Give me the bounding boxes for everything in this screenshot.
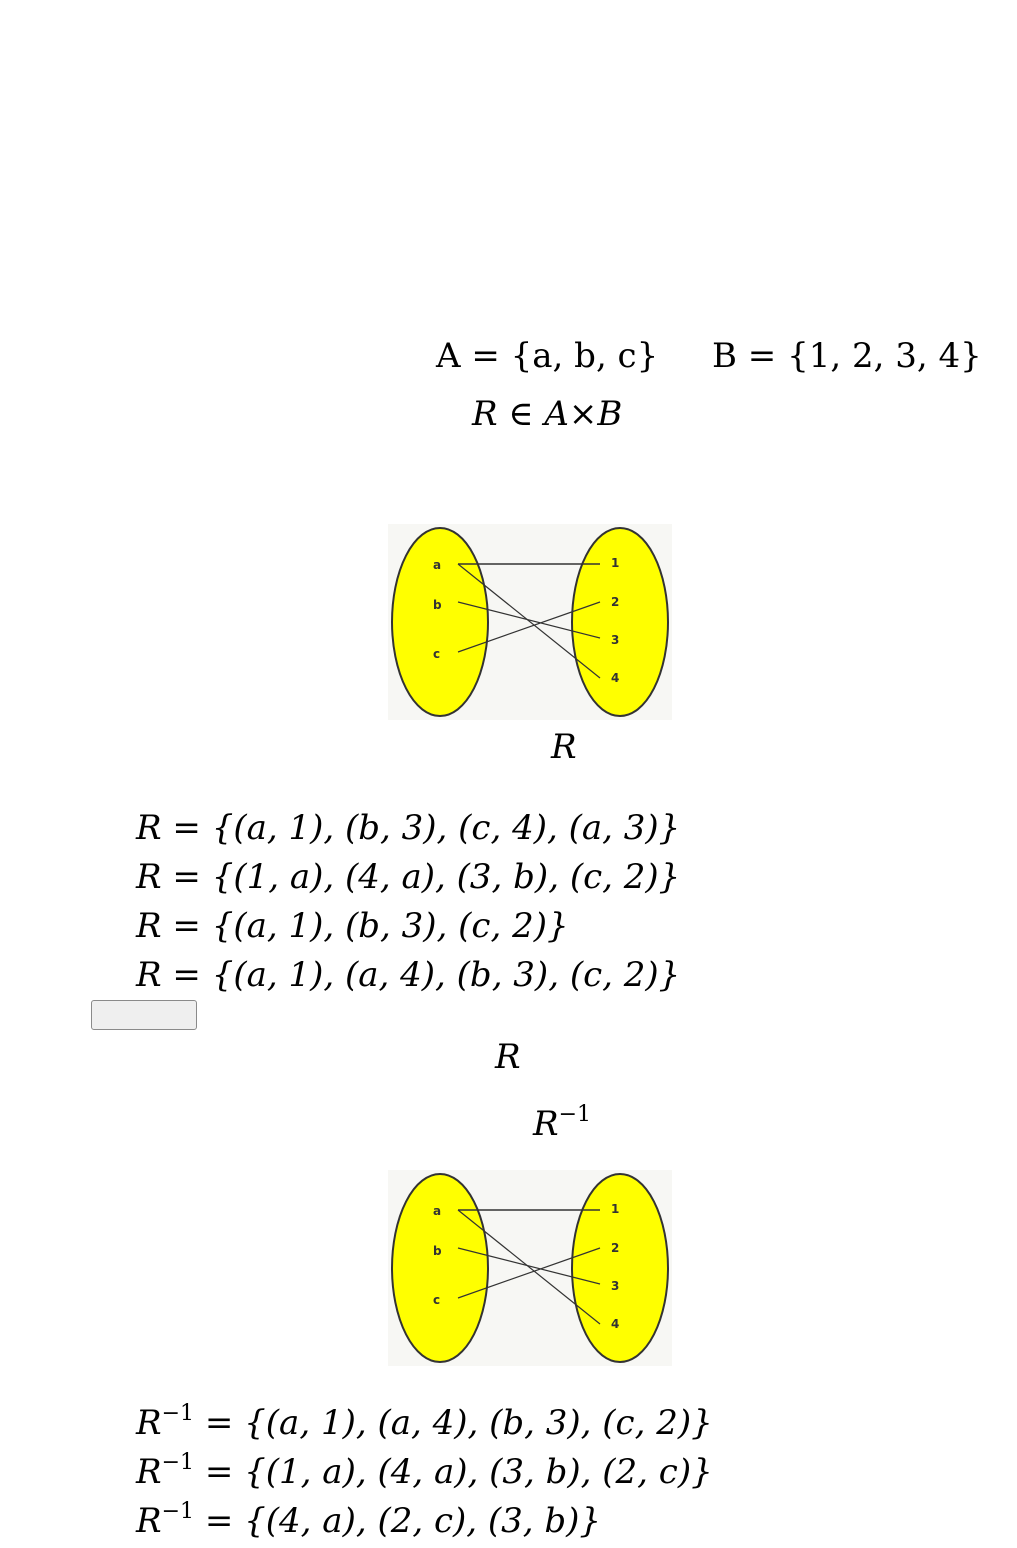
option-r-inverse-2-rhs: = {(1, a), (4, a), (3, b), (2, c)} [204,1452,713,1492]
domain-label-b: b [433,598,442,612]
codomain-ellipse [572,528,668,716]
domain-ellipse [392,1174,488,1362]
option-r-2 [136,857,680,897]
codomain-label-1: 1 [611,556,620,570]
r-inverse-base: R [533,1104,559,1144]
option-r-4 [136,955,680,995]
r-inverse-sup: −1 [558,1102,592,1127]
relation-diagram-svg [388,524,672,720]
codomain-label-4: 4 [611,671,620,685]
r-inverse-label [533,1095,591,1144]
set-a-text: A = {a, b, c} [436,336,659,376]
domain-label-c: c [433,1293,441,1307]
option-r-3 [136,906,569,946]
inverse-diagram [388,1170,672,1366]
codomain-label-2: 2 [611,1241,620,1255]
r-label [495,1037,521,1077]
domain-label-a: a [433,558,442,572]
option-r-3-text: R = {(a, 1), (b, 3), (c, 2)} [136,906,569,946]
option-r-inverse-1 [136,1394,713,1443]
option-r-4-text: R = {(a, 1), (a, 4), (b, 3), (c, 2)} [136,955,681,995]
domain-ellipse [392,528,488,716]
relation-definition-text: R ∈ A×B [472,394,623,434]
option-r-inverse-1-lhs: R [136,1403,162,1443]
domain-label-b: b [433,1244,442,1258]
option-r-inverse-1-sup: −1 [161,1401,195,1426]
codomain-label-3: 3 [611,1279,620,1293]
option-r-2-text: R = {(1, a), (4, a), (3, b), (c, 2)} [136,857,681,897]
diagram-caption-text: R [551,727,577,767]
inverse-diagram-svg [388,1170,672,1366]
relation-diagram [388,524,672,720]
domain-label-c: c [433,647,441,661]
option-r-1 [136,808,680,848]
option-r-inverse-3 [136,1492,601,1541]
set-b-text: B = {1, 2, 3, 4} [712,336,982,376]
option-r-inverse-2-sup: −1 [161,1450,195,1475]
answer-input[interactable] [91,1000,197,1030]
option-r-inverse-2-lhs: R [136,1452,162,1492]
option-r-inverse-3-sup: −1 [161,1499,195,1524]
diagram-caption [551,727,577,767]
set-b-definition [712,336,982,376]
relation-definition [472,394,622,434]
option-r-inverse-1-rhs: = {(a, 1), (a, 4), (b, 3), (c, 2)} [204,1403,713,1443]
codomain-label-2: 2 [611,595,620,609]
domain-label-a: a [433,1204,442,1218]
codomain-label-3: 3 [611,633,620,647]
codomain-ellipse [572,1174,668,1362]
set-a-definition [436,336,658,376]
codomain-label-1: 1 [611,1202,620,1216]
option-r-1-text: R = {(a, 1), (b, 3), (c, 4), (a, 3)} [136,808,681,848]
option-r-inverse-2 [136,1443,713,1492]
option-r-inverse-3-rhs: = {(4, a), (2, c), (3, b)} [204,1501,602,1541]
option-r-inverse-3-lhs: R [136,1501,162,1541]
r-label-text: R [495,1037,521,1077]
codomain-label-4: 4 [611,1317,620,1331]
